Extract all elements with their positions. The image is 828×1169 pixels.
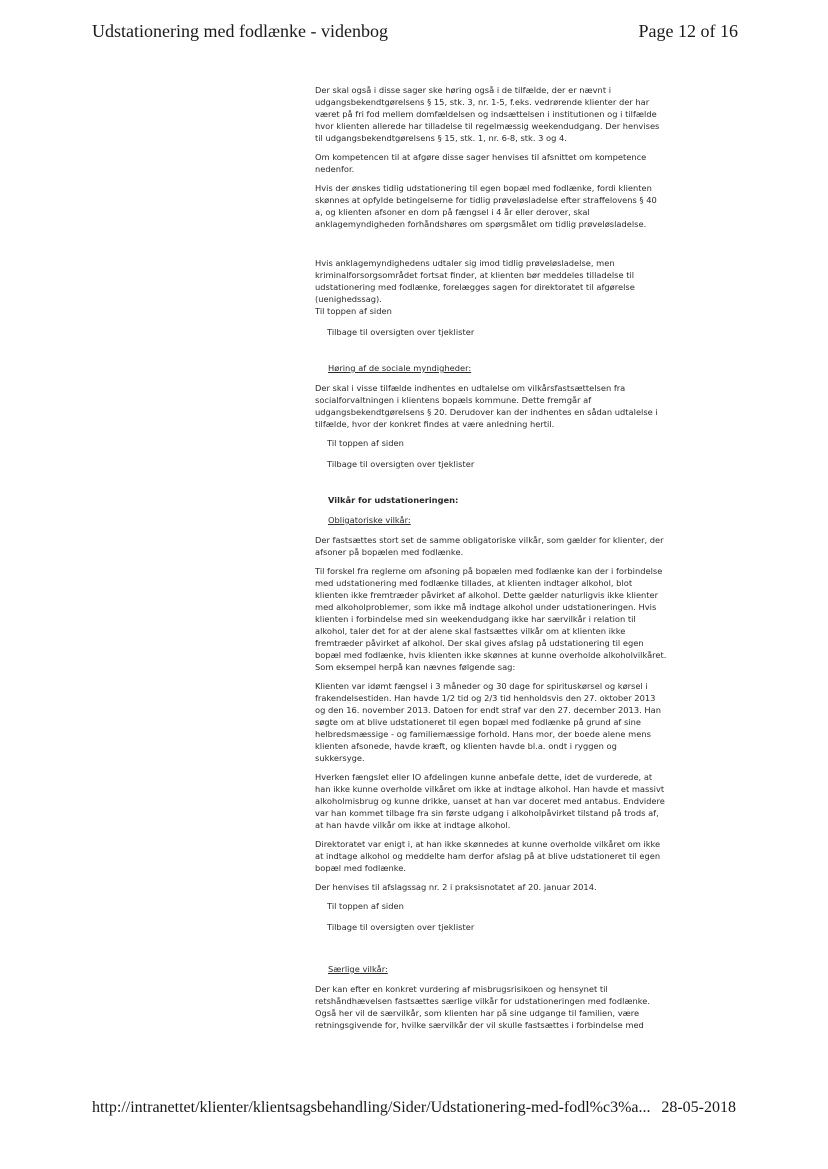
paragraph: Til forskel fra reglerne om afsoning på bopælen med fodlænke kan der i forbindelse med udstationering med fodlænke tillades, at klienten indtager alkohol, blot klienten ikke fremtræder påvirket af alkohol. Dette gælder naturligvis ikke klienter med alkoholproblemer, som ikke må indtage alkohol under udstationeringen. Hvis klienten i forbindelse med sin weekendudgang ikke har særvilkår i relation til alkohol, taler det for at der alene skal fastsættes vilkår om at klienten ikke fremtræder påvirket af alkohol. Der skal gives afslag på udstationering til egen bopæl med fodlænke, hvis klienten ikke skønnes at kunne overholde alkoholvilkåret. Som eksempel herpå kan nævnes følgende sag: [315, 566, 667, 672]
section-heading-conditions: Vilkår for udstationeringen: [328, 495, 459, 505]
paragraph: Hvis anklagemyndighedens udtaler sig imod tidlig prøveløsladelse, men kriminalforsorgsområdet fortsat finder, at klienten bør meddeles tilladelse til udstationering med fodlænke, forelægges sagen for direktoratet til afgørelse (uenighedssag). [315, 258, 635, 304]
back-to-checklists-link[interactable]: Tilbage til oversigten over tjeklister [327, 327, 475, 337]
page-number: Page 12 of 16 [638, 21, 738, 41]
paragraph: Hverken fængslet eller IO afdelingen kunne anbefale dette, idet de vurderede, at han ikke kunne overholde vilkåret om ikke at indtage alkohol. Han havde et massivt alkoholmisbrug og kunne drikke, uanset at han var doceret med antabus. Endvidere var han kommet tilbage fra sin første udgang i alkoholpåvirket tilstand på trods af, at han havde vilkår om ikke at indtage alkohol. [315, 772, 665, 830]
footer-date: 28-05-2018 [661, 1099, 736, 1116]
paragraph: Der henvises til afslagssag nr. 2 i praksisnotatet af 20. januar 2014. [315, 882, 597, 892]
section-heading-hearing: Høring af de sociale myndigheder: [328, 363, 472, 373]
paragraph: Der kan efter en konkret vurdering af misbrugsrisikoen og hensynet til retshåndhævelsen fastsættes særlige vilkår for udstationeringen med fodlænke. Også her vil de særvilkår, som klienten har på sine udgange til familien, være retningsgivende for, hvilke særvilkår der vil skulle fastsættes i forbindelse med [315, 984, 651, 1030]
document-title: Udstationering med fodlænke - videnbog [92, 21, 388, 41]
section-heading-special-conditions: Særlige vilkår: [328, 964, 388, 974]
to-top-link[interactable]: Til toppen af siden [327, 901, 404, 911]
paragraph: Om kompetencen til at afgøre disse sager henvises til afsnittet om kompetence nedenfor. [315, 152, 647, 174]
paragraph: Der fastsættes stort set de samme obligatoriske vilkår, som gælder for klienter, der afsoner på bopælen med fodlænke. [315, 535, 664, 557]
subheading-mandatory-conditions: Obligatoriske vilkår: [328, 515, 411, 525]
main-content [315, 84, 667, 1038]
footer-url: http://intranettet/klienter/klientsagsbehandling/Sider/Udstationering-med-fodl%c3%a... [92, 1099, 651, 1116]
paragraph: Direktoratet var enigt i, at han ikke skønnedes at kunne overholde vilkåret om ikke at indtage alkohol og meddelte ham derfor afslag på at blive udstationeret til egen bopæl med fodlænke. [315, 839, 661, 873]
back-to-checklists-link[interactable]: Tilbage til oversigten over tjeklister [327, 922, 475, 932]
to-top-link[interactable]: Til toppen af siden [327, 438, 404, 448]
paragraph: Der skal i visse tilfælde indhentes en udtalelse om vilkårsfastsættelsen fra socialforvaltningen i klientens bopæls kommune. Dette fremgår af udgangsbekendtgørelsens § 20. Derudover kan der indhentes en sådan udtalelse i tilfælde, hvor der konkret findes at være anledning hertil. [315, 383, 658, 429]
paragraph: Klienten var idømt fængsel i 3 måneder og 30 dage for spirituskørsel og kørsel i frakendelsestiden. Han havde 1/2 tid og 2/3 tid henholdsvis den 27. oktober 2013 og den 16. november 2013. Datoen for endt straf var den 27. december 2013. Han søgte om at blive udstationeret til egen bopæl med fodlænke på grund af sine helbredsmæssige - og familiemæssige forhold. Hans mor, der boede alene mens klienten afsonede, havde kræft, og klienten havde bl.a. ondt i ryggen og sukkersyge. [315, 681, 661, 763]
paragraph: Hvis der ønskes tidlig udstationering til egen bopæl med fodlænke, fordi klienten skønnes at opfylde betingelserne for tidlig prøveløsladelse efter straffelovens § 40 a, og klienten afsoner en dom på fængsel i 4 år eller derover, skal anklagemyndigheden forhåndshøres om spørgsmålet om tidlig prøveløsladelse. [315, 183, 657, 229]
paragraph: Der skal også i disse sager ske høring også i de tilfælde, der er nævnt i udgangsbekendtgørelsens § 15, stk. 3, nr. 1-5, f.eks. vedrørende klienter der har været på fri fod mellem domfældelsen og indsættelsen i institutionen og i tilfælde hvor klienten allerede har tilladelse til regelmæssig weekendudgang. Der henvises til udgangsbekendtgørelsens § 15, stk. 1, nr. 6-8, stk. 3 og 4. [315, 85, 660, 143]
back-to-checklists-link[interactable]: Tilbage til oversigten over tjeklister [327, 459, 475, 469]
to-top-link[interactable]: Til toppen af siden [315, 306, 392, 316]
